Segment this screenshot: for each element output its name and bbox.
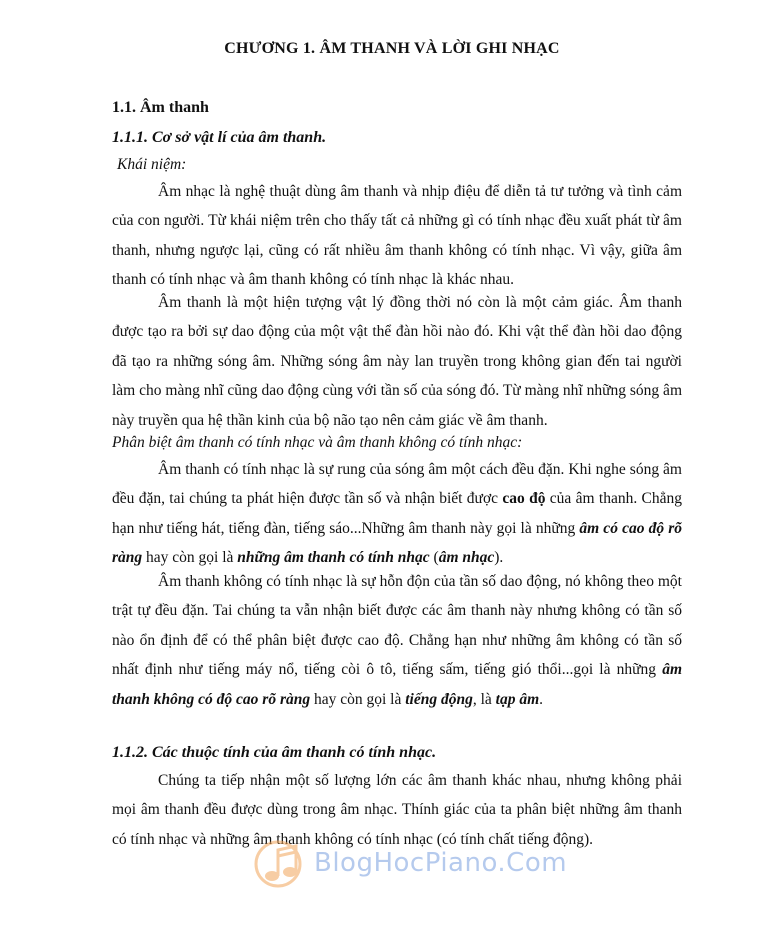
text-run: ).: [494, 549, 504, 567]
definition-label: Khái niệm:: [117, 156, 187, 173]
watermark-text: BlogHocPiano.Com: [314, 848, 568, 878]
term-pitch: cao độ: [502, 490, 546, 508]
text-run: hay còn gọi là: [310, 690, 406, 708]
text-run: , là: [472, 690, 496, 708]
text-run: của âm thanh. Chẳng hạn như tiếng hát, tiếng đàn, tiếng sáo...Những âm thanh này gọi là những: [112, 490, 682, 537]
chapter-title: CHƯƠNG 1. ÂM THANH VÀ LỜI GHI NHẠC: [224, 40, 560, 57]
text-run: Âm thanh không có tính nhạc là sự hỗn độn của tần số dao động, nó không theo một trật tự đều đặn. Tai chúng ta vẫn nhận biết được các âm thanh này nhưng không có tần số nào ổn định để có thể phân biệt được cao độ. Chẳng hạn như những âm không có tần số nhất định như tiếng máy nổ, tiếng còi ô tô, tiếng sấm, tiếng gió thổi...gọi là những: [112, 573, 682, 679]
text-run: (: [429, 549, 439, 567]
paragraph-music-definition: Âm nhạc là nghệ thuật dùng âm thanh và nhịp điệu để diễn tả tư tưởng và tình cảm của con người. Từ khái niệm trên cho thấy tất cả những gì có tính nhạc đều xuất phát từ âm thanh, nhưng ngược lại, cũng có rất nhiều âm thanh không có tính nhạc. Vì vậy, giữa âm thanh có tính nhạc và âm thanh không có tính nhạc là khác nhau.: [112, 183, 682, 289]
text-run: Âm thanh có tính nhạc là sự rung của sóng âm một cách đều đặn. Khi nghe sóng âm đều đặn, tai chúng ta phát hiện được tần số và nhận biết được: [112, 461, 682, 508]
term-clear-pitch: âm có cao độ rõ ràng: [112, 519, 682, 567]
paragraph-non-musical-sound: [112, 567, 682, 714]
term-noise: tiếng động: [405, 690, 473, 708]
watermark: [244, 834, 568, 898]
term-no-clear-pitch: âm thanh không có độ cao rõ ràng: [112, 661, 682, 708]
term-musical-sound: những âm thanh có tính nhạc: [237, 549, 430, 567]
paragraph-sound-physics: Âm thanh là một hiện tượng vật lý đồng thời nó còn là một cảm giác. Âm thanh được tạo ra bởi sự dao động của một vật thể đàn hồi nào đó. Khi vật thể đàn hồi dao động đã tạo ra những sóng âm. Những sóng âm này lan truyền trong không gian đến tai người làm cho màng nhĩ cũng dao động cùng với tần số của sóng đó. Từ màng nhĩ những sóng âm này truyền qua hệ thần kinh của bộ não tạo nên cảm giác về âm thanh.: [112, 294, 682, 429]
section-heading-1-1-2: 1.1.2. Các thuộc tính của âm thanh có tính nhạc.: [112, 744, 437, 761]
term-tap-am: tạp âm: [495, 690, 540, 708]
music-note-icon: [244, 834, 324, 898]
text-run: .: [539, 690, 544, 708]
paragraph-musical-sound: [112, 455, 682, 573]
text-run: hay còn gọi là: [142, 549, 238, 567]
section-heading-1-1: 1.1. Âm thanh: [112, 99, 209, 116]
term-music: âm nhạc: [438, 549, 495, 567]
paragraph-sound-properties: Chúng ta tiếp nhận một số lượng lớn các âm thanh khác nhau, nhưng không phải mọi âm thanh đều được dùng trong âm nhạc. Thính giác của ta phân biệt những âm thanh có tính nhạc và những âm thanh không có tính nhạc (có tính chất tiếng động).: [112, 772, 682, 848]
distinction-label: Phân biệt âm thanh có tính nhạc và âm thanh không có tính nhạc:: [112, 434, 523, 451]
section-heading-1-1-1: 1.1.1. Cơ sở vật lí của âm thanh.: [112, 129, 327, 146]
